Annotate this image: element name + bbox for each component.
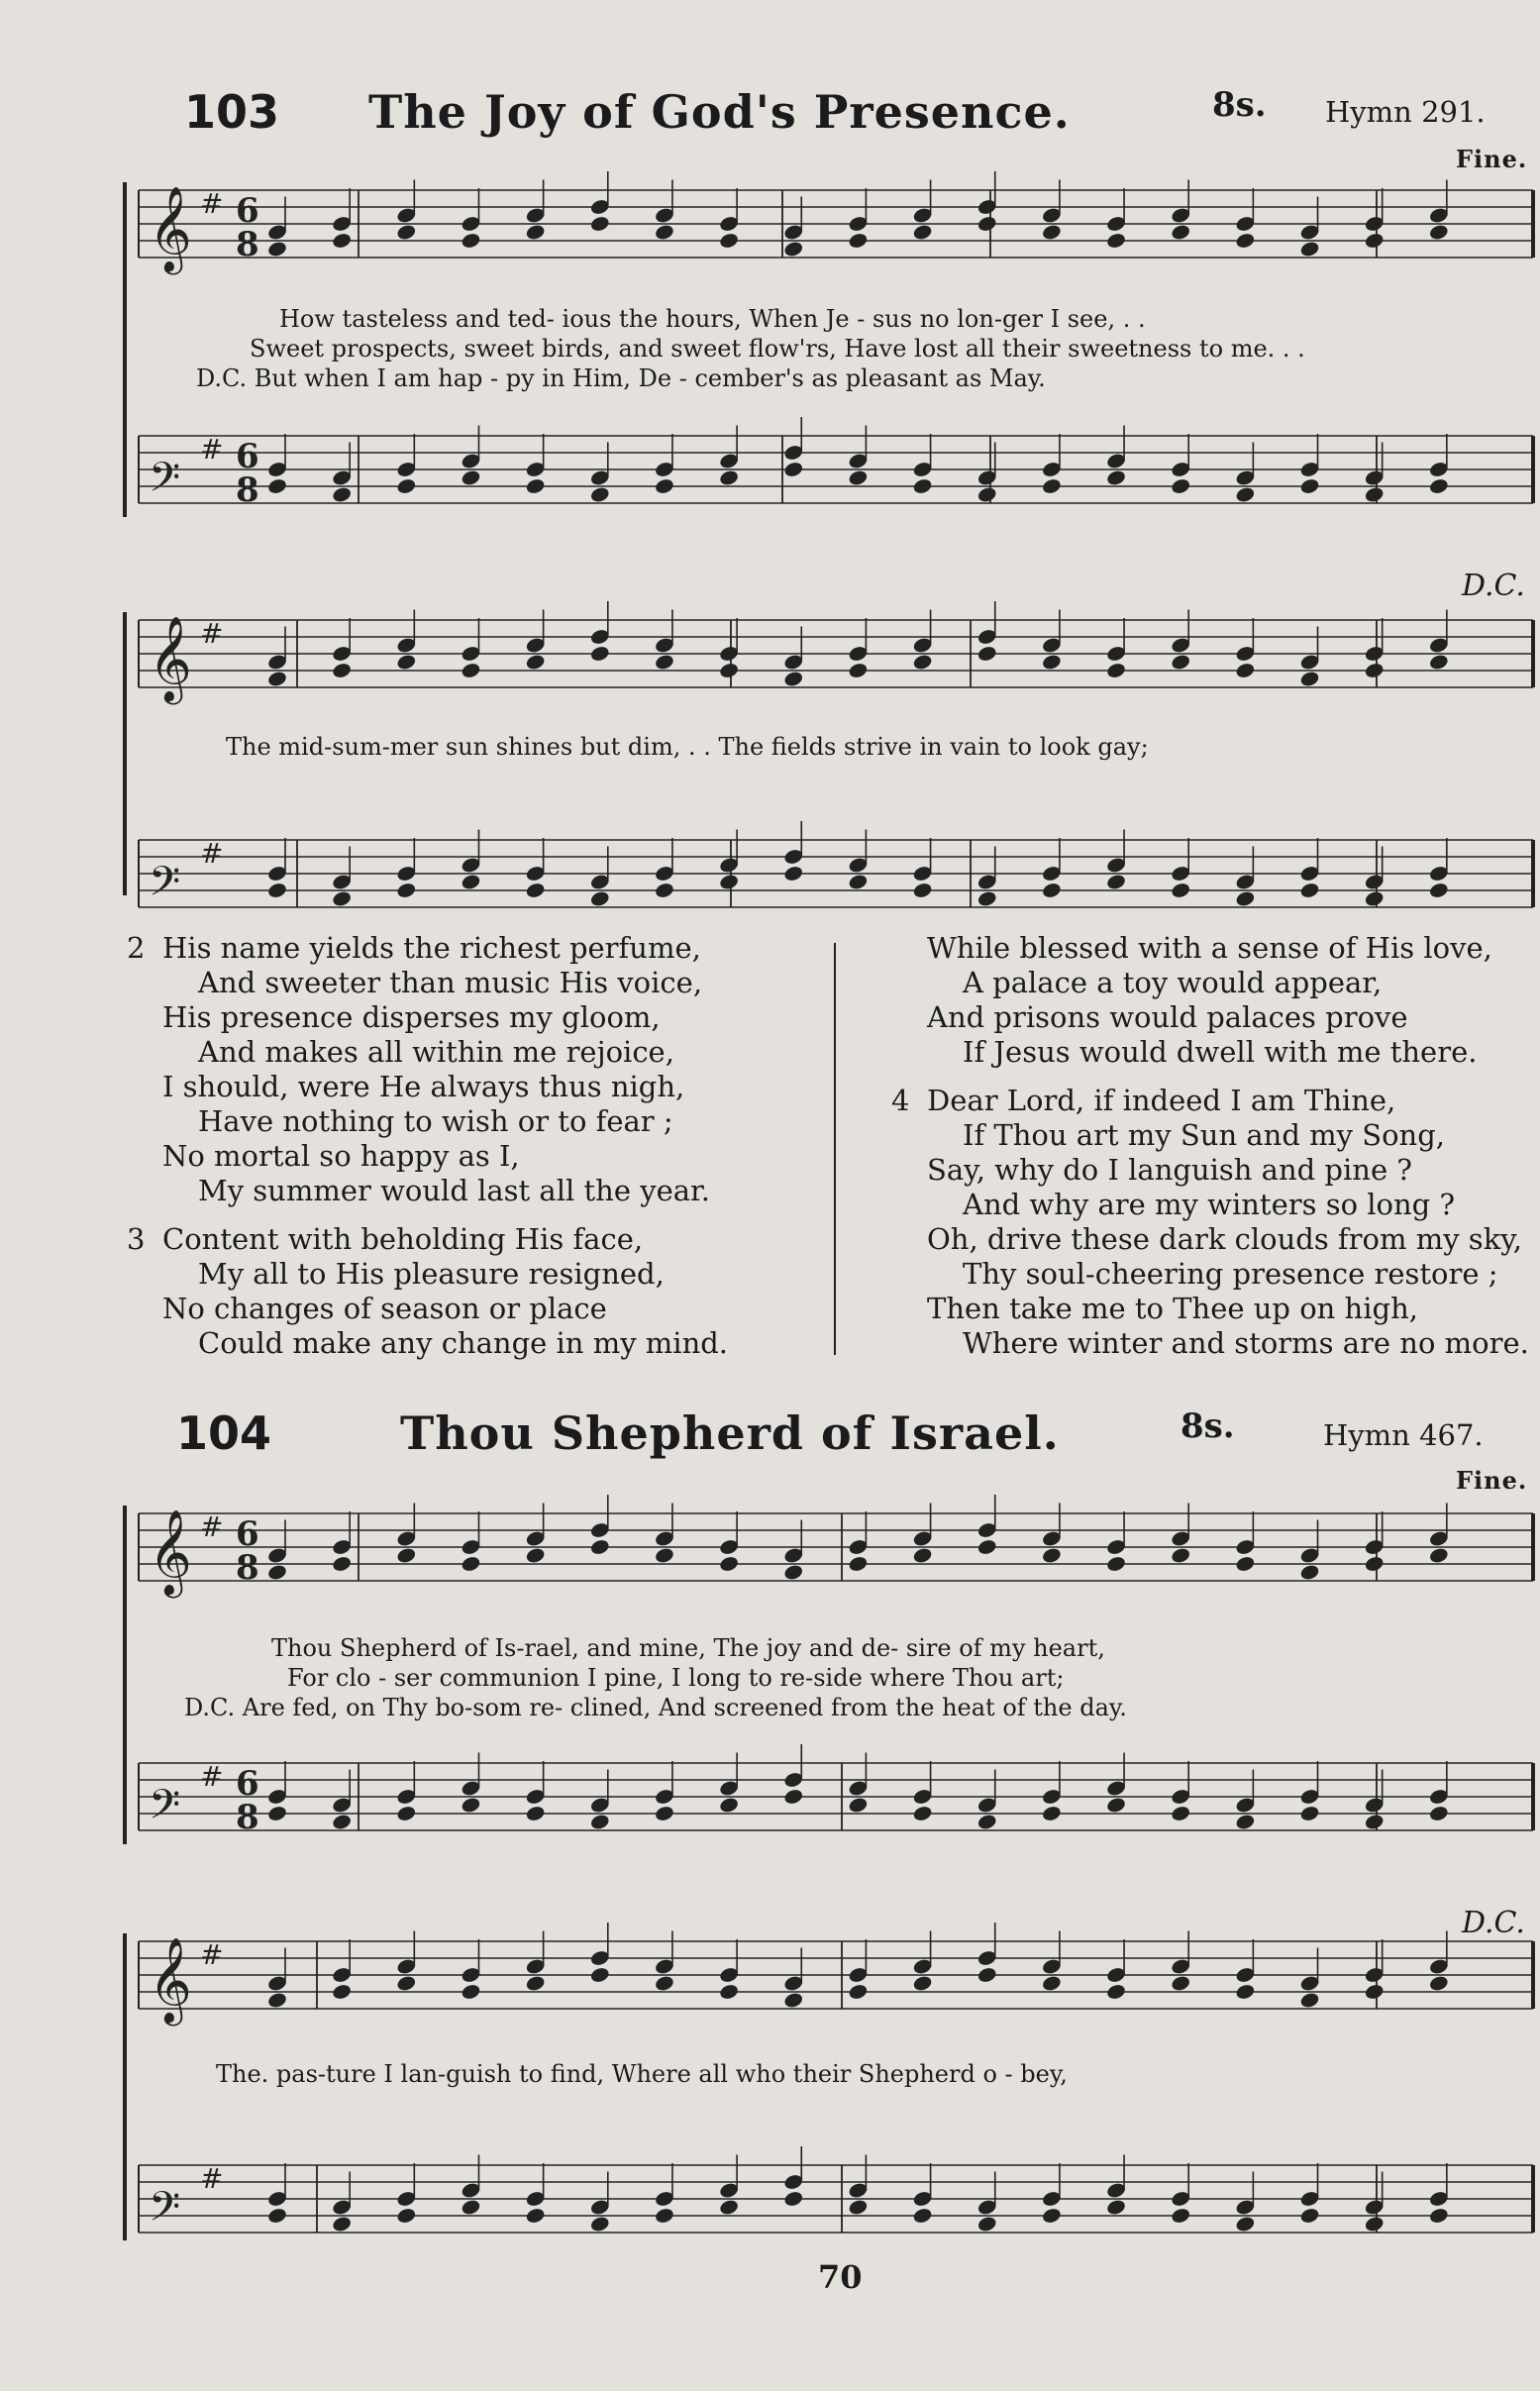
note-head [461, 662, 481, 679]
note-head [1299, 1563, 1320, 1581]
note-head [1364, 1555, 1385, 1573]
note-head [396, 882, 417, 899]
note-head [461, 1555, 481, 1573]
note-head [266, 477, 287, 495]
key-signature-sharp-icon: # [200, 837, 224, 870]
note-head [1299, 882, 1320, 899]
hymn-number: 104 [176, 1406, 272, 1460]
verse-line: And makes all within me rejoice, [198, 1035, 674, 1069]
note-head [525, 1974, 546, 1992]
verse-line: And why are my winters so long ? [963, 1188, 1455, 1221]
note-head [1041, 1546, 1062, 1564]
lyric-line: The mid-sum-mer sun shines but dim, . . The fields strive in vain to look gay; [226, 733, 1149, 761]
hymn-meter: 8s. [1181, 1406, 1235, 1446]
note-head [525, 2207, 546, 2225]
note-head [783, 240, 804, 258]
note-head [1364, 1813, 1385, 1830]
note-head [461, 1983, 481, 2001]
verse-line: Where winter and storms are no more. [963, 1326, 1529, 1360]
note-head [525, 882, 546, 899]
key-signature-sharp-icon: # [200, 1938, 224, 1971]
page-number: 70 [818, 2258, 863, 2296]
lyric-line: Thou Shepherd of Is-rael, and mine, The joy and de- sire of my heart, [271, 1634, 1105, 1662]
note-head [1235, 2215, 1256, 2233]
lyric-line: The. pas-ture I lan-guish to find, Where all who their Shepherd o - bey, [216, 2060, 1068, 2088]
note-head [912, 882, 933, 899]
note-head [718, 1555, 739, 1573]
time-signature-denominator: 8 [236, 1798, 259, 1837]
verse-line: Could make any change in my mind. [198, 1326, 729, 1360]
note-head [783, 1788, 804, 1806]
note-head [976, 2215, 997, 2233]
note-head [589, 1538, 610, 1556]
note-head [783, 1563, 804, 1581]
note-head [1299, 240, 1320, 258]
note-head [1171, 653, 1191, 671]
note-head [396, 2207, 417, 2225]
verse-number: 2 [127, 931, 146, 965]
lyric-line: D.C. But when I am hap - py in Him, De - cember's as pleasant as May. [196, 364, 1046, 392]
time-signature-numerator: 6 [236, 191, 259, 231]
note-head [1299, 477, 1320, 495]
note-head [1428, 1805, 1449, 1822]
note-head [589, 889, 610, 907]
time-signature-numerator: 6 [236, 1764, 259, 1804]
note-head [1428, 477, 1449, 495]
note-head [1428, 223, 1449, 241]
verse-line: His name yields the richest perfume, [162, 931, 701, 965]
note-head [718, 468, 739, 486]
note-head [1041, 2207, 1062, 2225]
bass-clef-icon: 𝄢 [149, 2183, 181, 2240]
note-head [848, 1796, 869, 1814]
verse-line: Then take me to Thee up on high, [927, 1292, 1418, 1325]
note-head [912, 477, 933, 495]
note-head [1171, 2207, 1191, 2225]
column-divider [834, 943, 836, 1355]
note-head [461, 1796, 481, 1814]
note-head [1041, 1805, 1062, 1822]
note-head [1235, 1983, 1256, 2001]
hymn-meter: 8s. [1212, 85, 1267, 125]
note-head [396, 223, 417, 241]
note-head [848, 662, 869, 679]
note-head [976, 215, 997, 233]
hymn-reference: Hymn 467. [1323, 1418, 1484, 1452]
note-head [654, 653, 674, 671]
verse-line: No changes of season or place [162, 1292, 607, 1325]
note-head [1171, 1805, 1191, 1822]
note-head [1364, 889, 1385, 907]
note-head [1041, 223, 1062, 241]
note-head [331, 889, 352, 907]
note-head [589, 645, 610, 663]
note-head [718, 232, 739, 250]
note-head [461, 232, 481, 250]
note-head [912, 653, 933, 671]
hymn-title: Thou Shepherd of Israel. [400, 1406, 1060, 1460]
key-signature-sharp-icon: # [200, 617, 224, 650]
note-head [912, 2207, 933, 2225]
note-head [1105, 2198, 1126, 2216]
note-head [912, 1805, 933, 1822]
note-head [1041, 477, 1062, 495]
lyric-line: D.C. Are fed, on Thy bo-som re- clined, And screened from the heat of the day. [184, 1694, 1127, 1721]
note-head [1171, 882, 1191, 899]
note-head [1041, 882, 1062, 899]
note-head [654, 1546, 674, 1564]
note-head [331, 1983, 352, 2001]
note-head [976, 645, 997, 663]
note-head [266, 1563, 287, 1581]
note-head [1171, 1974, 1191, 1992]
note-head [589, 1966, 610, 1984]
note-head [783, 1991, 804, 2009]
fine-mark: Fine. [1456, 1466, 1528, 1495]
note-head [1299, 2207, 1320, 2225]
note-head [1299, 1991, 1320, 2009]
note-head [783, 670, 804, 687]
note-head [331, 1555, 352, 1573]
bass-clef-icon: 𝄢 [149, 1781, 181, 1838]
note-head [396, 1805, 417, 1822]
note-head [976, 485, 997, 503]
note-head [1235, 662, 1256, 679]
note-head [848, 468, 869, 486]
note-head [976, 889, 997, 907]
note-head [912, 1974, 933, 1992]
treble-clef-icon: 𝄞 [149, 1509, 192, 1595]
note-head [1235, 485, 1256, 503]
verse-line: While blessed with a sense of His love, [927, 931, 1492, 965]
note-head [266, 670, 287, 687]
note-head [396, 653, 417, 671]
verse-line: If Thou art my Sun and my Song, [963, 1118, 1445, 1152]
note-head [1171, 477, 1191, 495]
note-head [912, 223, 933, 241]
note-head [654, 223, 674, 241]
note-head [1299, 670, 1320, 687]
note-head [589, 215, 610, 233]
note-head [266, 1991, 287, 2009]
key-signature-sharp-icon: # [200, 1760, 224, 1793]
note-head [1428, 1974, 1449, 1992]
note-head [848, 232, 869, 250]
note-head [783, 2190, 804, 2208]
lyric-line: For clo - ser communion I pine, I long to re-side where Thou art; [287, 1664, 1065, 1692]
verse-line: Say, why do I languish and pine ? [927, 1153, 1412, 1187]
note-head [1105, 468, 1126, 486]
note-head [1428, 2207, 1449, 2225]
note-head [848, 1555, 869, 1573]
note-head [266, 240, 287, 258]
note-head [1235, 1813, 1256, 1830]
dc-mark: D.C. [1462, 1906, 1525, 1940]
note-head [589, 485, 610, 503]
hymn-title: The Joy of God's Presence. [368, 85, 1071, 139]
note-head [1105, 662, 1126, 679]
note-head [1171, 223, 1191, 241]
note-head [654, 1805, 674, 1822]
verse-line: And sweeter than music His voice, [198, 966, 703, 999]
verse-number: 4 [891, 1084, 910, 1117]
time-signature-numerator: 6 [236, 437, 259, 476]
note-head [331, 662, 352, 679]
verse-line: A palace a toy would appear, [963, 966, 1383, 999]
verse-line: And prisons would palaces prove [927, 1000, 1408, 1034]
note-head [1364, 662, 1385, 679]
note-head [654, 477, 674, 495]
note-head [848, 2198, 869, 2216]
treble-clef-icon: 𝄞 [149, 616, 192, 701]
verse-line: Thy soul-cheering presence restore ; [963, 1257, 1498, 1291]
hymn-reference: Hymn 291. [1325, 95, 1486, 129]
note-head [718, 1983, 739, 2001]
bass-clef-icon: 𝄢 [149, 858, 181, 915]
note-head [461, 468, 481, 486]
key-signature-sharp-icon: # [200, 187, 224, 220]
note-head [848, 873, 869, 890]
note-head [1428, 882, 1449, 899]
verse-line: My summer would last all the year. [198, 1174, 710, 1207]
note-head [848, 1983, 869, 2001]
note-head [396, 1546, 417, 1564]
verse-line: No mortal so happy as I, [162, 1139, 520, 1173]
key-signature-sharp-icon: # [200, 2162, 224, 2195]
note-head [1364, 232, 1385, 250]
note-head [1105, 873, 1126, 890]
note-head [266, 882, 287, 899]
note-head [525, 477, 546, 495]
note-head [783, 865, 804, 883]
note-head [266, 2207, 287, 2225]
note-head [1171, 1546, 1191, 1564]
hymn-number: 103 [184, 85, 280, 139]
note-head [912, 1546, 933, 1564]
note-head [589, 1813, 610, 1830]
note-head [331, 232, 352, 250]
verse-line: His presence disperses my gloom, [162, 1000, 661, 1034]
note-head [1364, 485, 1385, 503]
note-head [331, 1813, 352, 1830]
note-head [331, 2215, 352, 2233]
bass-clef-icon: 𝄢 [149, 454, 181, 511]
note-head [461, 2198, 481, 2216]
verse-line: Oh, drive these dark clouds from my sky, [927, 1222, 1523, 1256]
note-head [1105, 1983, 1126, 2001]
note-head [1105, 1796, 1126, 1814]
note-head [1364, 1983, 1385, 2001]
note-head [718, 2198, 739, 2216]
verse-line: If Jesus would dwell with me there. [963, 1035, 1478, 1069]
treble-clef-icon: 𝄞 [149, 1937, 192, 2023]
verse-line: Content with beholding His face, [162, 1222, 644, 1256]
note-head [1428, 653, 1449, 671]
note-head [589, 2215, 610, 2233]
time-signature-denominator: 8 [236, 1548, 259, 1588]
time-signature-denominator: 8 [236, 225, 259, 264]
verse-line: My all to His pleasure resigned, [198, 1257, 665, 1291]
note-head [331, 485, 352, 503]
treble-clef-icon: 𝄞 [149, 186, 192, 271]
note-head [718, 662, 739, 679]
note-head [1235, 232, 1256, 250]
note-head [976, 1966, 997, 1984]
note-head [1041, 1974, 1062, 1992]
note-head [396, 477, 417, 495]
verse-line: I should, were He always thus nigh, [162, 1070, 685, 1103]
time-signature-numerator: 6 [236, 1514, 259, 1554]
note-head [525, 653, 546, 671]
key-signature-sharp-icon: # [200, 1510, 224, 1543]
note-head [525, 1805, 546, 1822]
note-head [718, 1796, 739, 1814]
fine-mark: Fine. [1456, 145, 1528, 173]
note-head [396, 1974, 417, 1992]
verse-line: Dear Lord, if indeed I am Thine, [927, 1084, 1396, 1117]
note-head [1428, 1546, 1449, 1564]
note-head [1235, 1555, 1256, 1573]
key-signature-sharp-icon: # [200, 433, 224, 466]
note-head [1364, 2215, 1385, 2233]
note-head [976, 1813, 997, 1830]
note-head [266, 1805, 287, 1822]
dc-mark: D.C. [1462, 569, 1525, 603]
lyric-line: How tasteless and ted- ious the hours, When Je - sus no lon-ger I see, . . [279, 305, 1146, 333]
verse-line: Have nothing to wish or to fear ; [198, 1104, 673, 1138]
verse-number: 3 [127, 1222, 146, 1256]
note-head [976, 1538, 997, 1556]
note-head [461, 873, 481, 890]
note-head [1235, 889, 1256, 907]
note-head [654, 1974, 674, 1992]
note-head [1105, 1555, 1126, 1573]
note-head [1105, 232, 1126, 250]
note-head [1299, 1805, 1320, 1822]
note-head [654, 2207, 674, 2225]
lyric-line: Sweet prospects, sweet birds, and sweet flow'rs, Have lost all their sweetness to me. . . [250, 335, 1305, 363]
note-head [525, 223, 546, 241]
note-head [525, 1546, 546, 1564]
note-head [718, 873, 739, 890]
time-signature-denominator: 8 [236, 470, 259, 510]
note-head [783, 461, 804, 478]
note-head [1041, 653, 1062, 671]
note-head [654, 882, 674, 899]
